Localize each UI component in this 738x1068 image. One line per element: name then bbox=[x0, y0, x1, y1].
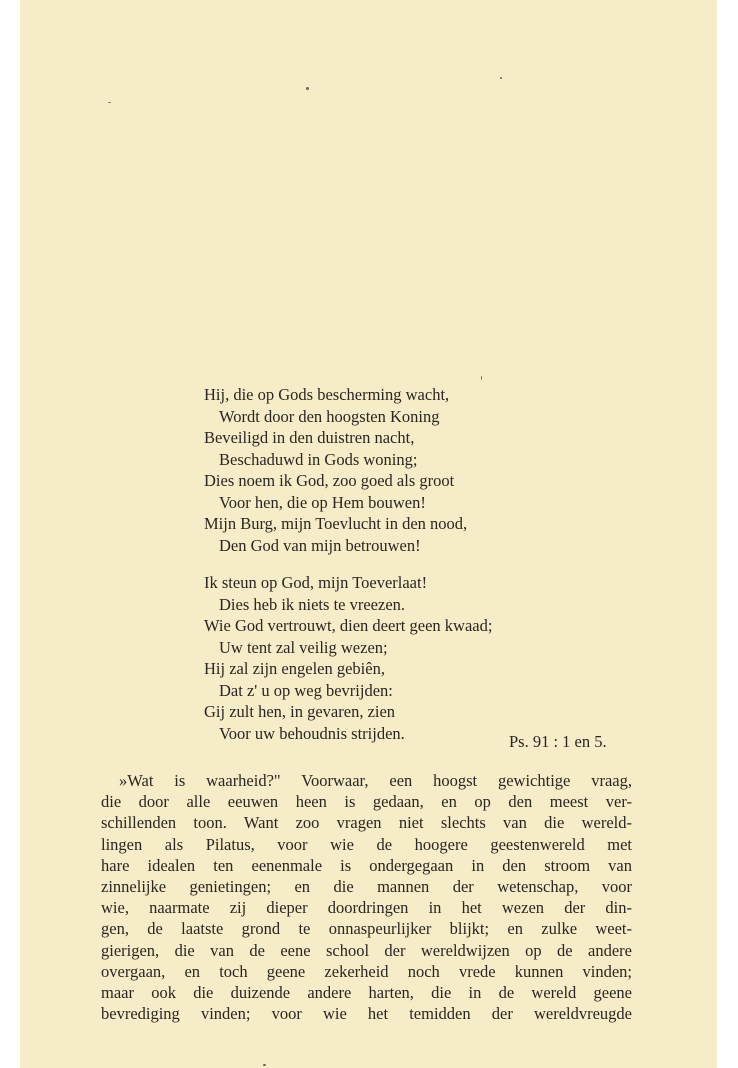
prose-line: lingen als Pilatus, voor wie de hoogere geestenwereld met bbox=[101, 834, 632, 854]
poem-line: Dies noem ik God, zoo goed als groot bbox=[204, 471, 455, 490]
paper-speck bbox=[500, 77, 502, 79]
poem-line: Wordt door den hoogsten Koning bbox=[219, 406, 440, 426]
poem-line: Beschaduwd in Gods woning; bbox=[219, 449, 418, 469]
prose-line: hare idealen ten eenenmale is ondergegaan in den stroom van bbox=[101, 855, 632, 875]
poem-line: Voor hen, die op Hem bouwen! bbox=[219, 492, 426, 512]
prose-line: overgaan, en toch geene zekerheid noch vrede kunnen vinden; bbox=[101, 961, 632, 981]
poem-stanza bbox=[204, 572, 624, 744]
poem-line: Dies heb ik niets te vreezen. bbox=[219, 594, 406, 614]
book-page bbox=[20, 0, 717, 1068]
poem-line: Hij, die op Gods bescherming wacht, bbox=[204, 385, 450, 404]
poem-stanza bbox=[204, 384, 624, 556]
poem-line: Dat z' u op weg bevrijden: bbox=[219, 680, 393, 700]
poem-line: Ik steun op God, mijn Toeverlaat! bbox=[204, 573, 428, 592]
psalm-citation: Ps. 91 : 1 en 5. bbox=[509, 732, 607, 751]
paper-speck bbox=[108, 102, 111, 103]
prose-line: zinnelijke genietingen; en die mannen der wetenschap, voor bbox=[101, 876, 632, 896]
poem-line: Wie God vertrouwt, dien deert geen kwaad; bbox=[204, 616, 493, 635]
paper-speck bbox=[481, 376, 482, 380]
paper-speck bbox=[263, 1064, 266, 1066]
prose-line: »Wat is waarheid?" Voorwaar, een hoogst gewichtige vraag, bbox=[119, 771, 632, 790]
prose-line: die door alle eeuwen heen is gedaan, en op den meest ver- bbox=[101, 792, 632, 812]
poem-line: Den God van mijn betrouwen! bbox=[219, 535, 421, 555]
poem-line: Mijn Burg, mijn Toevlucht in den nood, bbox=[204, 514, 468, 533]
prose-line: maar ook die duizende andere harten, die in de wereld geene bbox=[101, 982, 632, 1002]
poem-line: Beveiligd in den duistren nacht, bbox=[204, 428, 415, 447]
prose-line: gen, de laatste grond te onnaspeurlijker blijkt; en zulke weet- bbox=[101, 919, 632, 939]
poem-line: Uw tent zal veilig wezen; bbox=[219, 637, 388, 657]
prose-line: wie, naarmate zij dieper doordringen in het wezen der din- bbox=[101, 898, 632, 918]
prose-paragraph bbox=[101, 770, 632, 1024]
prose-line: schillenden toon. Want zoo vragen niet slechts van die wereld- bbox=[101, 813, 632, 833]
psalm-poem bbox=[204, 384, 624, 744]
paper-speck bbox=[306, 87, 309, 90]
prose-line: gierigen, die van de eene school der wereldwijzen op de andere bbox=[101, 940, 632, 960]
poem-line: Gij zult hen, in gevaren, zien bbox=[204, 702, 396, 721]
poem-line: Voor uw behoudnis strijden. bbox=[219, 723, 405, 743]
prose-line: bevrediging vinden; voor wie het temidden der wereldvreugde bbox=[101, 1004, 632, 1024]
poem-line: Hij zal zijn engelen gebiên, bbox=[204, 659, 385, 678]
